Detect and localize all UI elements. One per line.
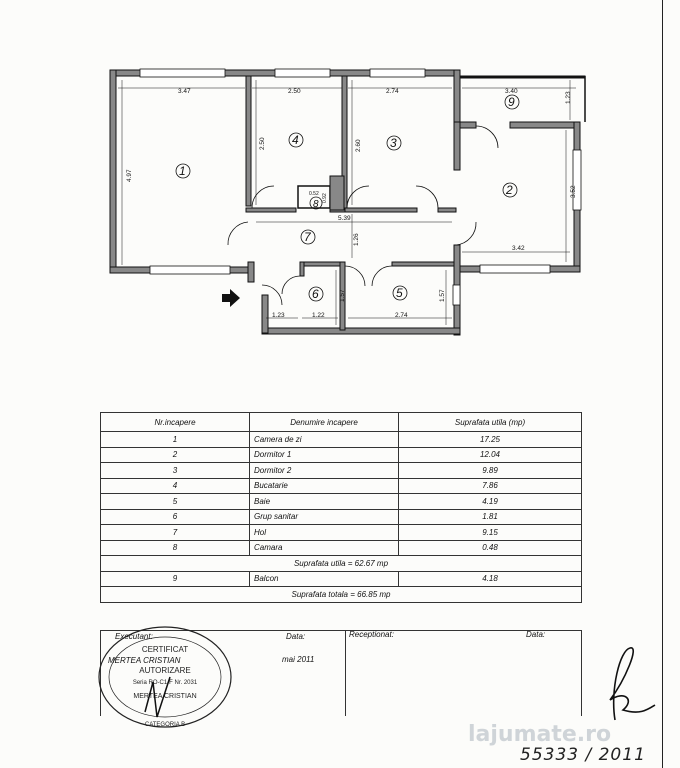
room-label-3: 3 bbox=[390, 136, 397, 150]
table-row bbox=[101, 571, 582, 587]
cell-area: 12.04 bbox=[399, 447, 582, 463]
dim-label: 3.42 bbox=[512, 245, 525, 252]
handwritten-signature bbox=[585, 640, 660, 730]
page-edge bbox=[662, 0, 663, 768]
dim-label: 3.52 bbox=[570, 185, 577, 198]
cell-name: Dormitor 1 bbox=[250, 447, 399, 463]
stamp-text: Seria RO-C1-F Nr. 2031 bbox=[132, 680, 198, 686]
cell-area: 9.15 bbox=[399, 525, 582, 541]
header-nr: Nr.incapere bbox=[101, 413, 250, 432]
cell-name: Camera de zi bbox=[250, 432, 399, 448]
cell-nr: 4 bbox=[101, 478, 250, 494]
cell-area: 7.86 bbox=[399, 478, 582, 494]
dim-label: 2.74 bbox=[395, 312, 408, 319]
entrance-arrow-icon bbox=[222, 289, 240, 307]
room-label-4: 4 bbox=[292, 133, 299, 147]
cell-area: 1.81 bbox=[399, 509, 582, 525]
date-label: Data: bbox=[286, 632, 306, 641]
dim-label: 1.26 bbox=[353, 233, 360, 246]
receptionat-label: Receptionat: bbox=[349, 630, 394, 639]
table-row bbox=[101, 540, 582, 556]
dim-label: 1.22 bbox=[312, 312, 325, 319]
dim-label: 5.39 bbox=[338, 215, 351, 222]
dim-label: 2.50 bbox=[288, 88, 301, 95]
cell-area: 17.25 bbox=[399, 432, 582, 448]
cell-name: Camara bbox=[250, 540, 399, 556]
cell-nr: 2 bbox=[101, 447, 250, 463]
cell-nr: 1 bbox=[101, 432, 250, 448]
cell-area: 4.19 bbox=[399, 494, 582, 510]
dim-label: 1.57 bbox=[339, 289, 346, 302]
cell-nr: 7 bbox=[101, 525, 250, 541]
table-row bbox=[101, 432, 582, 448]
cell-area: 0.48 bbox=[399, 540, 582, 556]
dim-label: 2.74 bbox=[386, 88, 399, 95]
executant-name: MERTEA CRISTIAN bbox=[108, 656, 181, 665]
room-label-1: 1 bbox=[179, 164, 186, 178]
stamp-text: CATEGORIA B bbox=[144, 722, 186, 728]
table-row bbox=[101, 525, 582, 541]
stamp-text: MERTEA CRISTIAN bbox=[133, 693, 197, 700]
table-row bbox=[101, 509, 582, 525]
stamp-text: AUTORIZARE bbox=[139, 666, 191, 675]
dim-label: 0.92 bbox=[322, 193, 328, 203]
table-row bbox=[101, 478, 582, 494]
cell-nr: 8 bbox=[101, 540, 250, 556]
dim-label: 1.57 bbox=[439, 289, 446, 302]
dim-label: 2.50 bbox=[259, 137, 266, 150]
header-area: Suprafata utila (mp) bbox=[399, 413, 582, 432]
cell-nr: 6 bbox=[101, 509, 250, 525]
cell-name: Bucatarie bbox=[250, 478, 399, 494]
handwritten-number: 55333 / 2011 bbox=[520, 745, 646, 765]
room-label-7: 7 bbox=[304, 230, 311, 244]
table-row bbox=[101, 447, 582, 463]
divider bbox=[581, 630, 582, 716]
room-label-2: 2 bbox=[506, 183, 513, 197]
dim-label: 4.97 bbox=[126, 169, 133, 182]
cell-name: Grup sanitar bbox=[250, 509, 399, 525]
room-label-9: 9 bbox=[508, 95, 515, 109]
cell-name: Dormitor 2 bbox=[250, 463, 399, 479]
dim-label: 0.52 bbox=[309, 191, 319, 197]
dim-label: 3.47 bbox=[178, 88, 191, 95]
table-header-row bbox=[101, 413, 582, 432]
divider bbox=[345, 630, 346, 716]
useful-total-row bbox=[101, 556, 582, 572]
cell-area: 4.18 bbox=[399, 571, 582, 587]
date-value: mai 2011 bbox=[282, 655, 315, 664]
dim-label: 1.23 bbox=[272, 312, 285, 319]
header-name: Denumire incapere bbox=[250, 413, 399, 432]
cell-nr: 3 bbox=[101, 463, 250, 479]
executant-label: Executant: bbox=[115, 632, 153, 641]
dim-label: 2.60 bbox=[355, 139, 362, 152]
room-label-6: 6 bbox=[312, 287, 319, 301]
room-label-5: 5 bbox=[396, 286, 403, 300]
cell-nr: 9 bbox=[101, 571, 250, 587]
dim-label: 1.23 bbox=[565, 91, 572, 104]
cell-name: Hol bbox=[250, 525, 399, 541]
cell-nr: 5 bbox=[101, 494, 250, 510]
grand-total: Suprafata totala = 66.85 mp bbox=[101, 587, 582, 603]
watermark: lajumate.ro bbox=[468, 722, 612, 747]
table-row bbox=[101, 463, 582, 479]
table-row bbox=[101, 494, 582, 510]
stamp-text: CERTIFICAT bbox=[141, 645, 189, 654]
official-stamp bbox=[95, 622, 235, 732]
useful-total: Suprafata utila = 62.67 mp bbox=[101, 556, 582, 572]
date-label-2: Data: bbox=[526, 630, 546, 639]
dim-label: 3.40 bbox=[505, 88, 518, 95]
cell-name: Balcon bbox=[250, 571, 399, 587]
cell-name: Baie bbox=[250, 494, 399, 510]
rooms-table bbox=[100, 412, 582, 603]
cell-area: 9.89 bbox=[399, 463, 582, 479]
room-label-8: 8 bbox=[313, 199, 319, 210]
grand-total-row bbox=[101, 587, 582, 603]
